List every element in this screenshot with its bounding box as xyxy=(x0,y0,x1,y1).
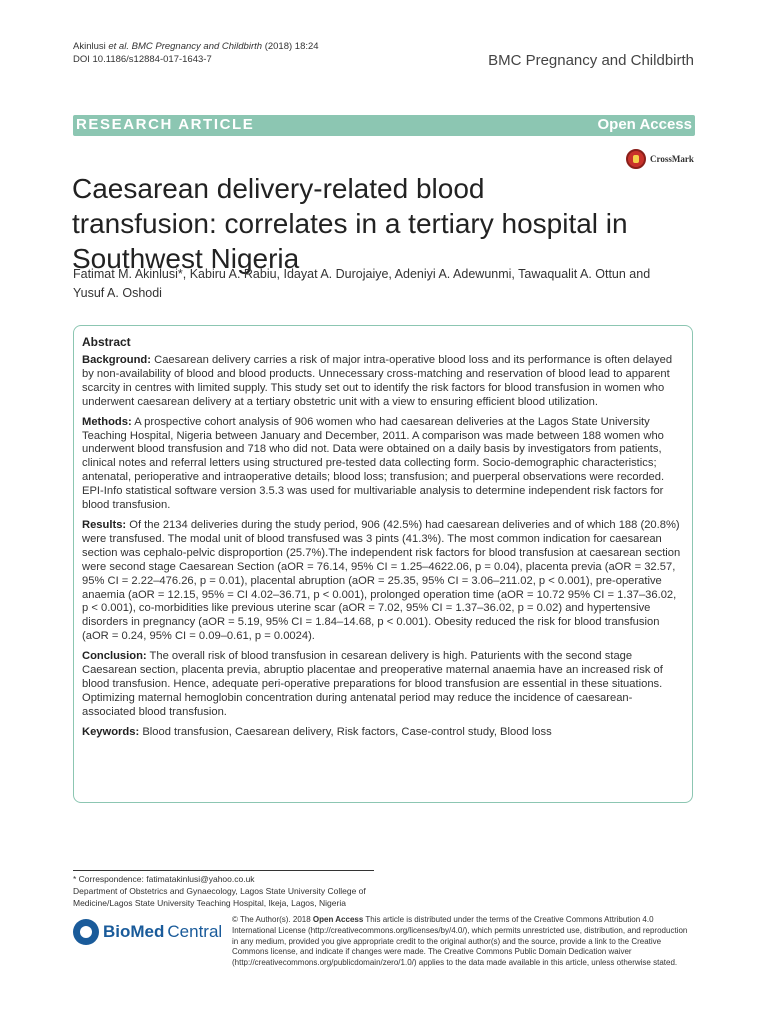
correspondence: * Correspondence: fatimatakinlusi@yahoo.co.uk xyxy=(73,874,255,884)
biomed-central-logo xyxy=(73,919,222,945)
abstract-methods xyxy=(82,416,684,513)
abstract-box xyxy=(73,325,693,803)
open-access-label: Open Access xyxy=(597,116,692,133)
author-list: Fatimat M. Akinlusi*, Kabiru A. Rabiu, Idayat A. Durojaiye, Adeniyi A. Adewunmi, Tawaqualit A. Ottun and Yusuf A. Oshodi xyxy=(73,267,651,300)
license-body: This article is distributed under the terms of the Creative Commons Attribution 4.0 International License (http://creativecommons.org/licenses/by/4.0/), which permits unrestricted use, distribution, and reproduction in any medium, provided you give appropriate credit to the original author(s) and the source, provide a link to the Creative Commons license, and indicate if changes were made. The Creative Commons Public Domain Dedication waiver (http://creativecommons.org/publicdomain/zero/1.0/) applies to the data made available in this article, unless otherwise stated. xyxy=(232,915,688,968)
background-text: Caesarean delivery carries a risk of major intra-operative blood loss and its performance is often delayed by non-availability of blood and blood products. Unnecessary cross-matching and reservation of blood lead to apparent scarcity in centres with limited supply. This study set out to identify the risk factors for blood transfusion in women who underwent caesarean delivery at a tertiary obstetric unit with a view to ensuring efficient blood utilization. xyxy=(82,354,673,408)
logo-central-text: Central xyxy=(167,922,223,941)
crossmark-label: CrossMark xyxy=(650,154,694,164)
methods-label: Methods: xyxy=(82,415,132,428)
footnote xyxy=(73,873,383,909)
biomed-central-icon xyxy=(73,919,99,945)
article-type-label: RESEARCH ARTICLE xyxy=(76,116,255,133)
background-label: Background: xyxy=(82,354,151,366)
results-text: Of the 2134 deliveries during the study period, 906 (42.5%) had caesarean deliveries and of which 188 (20.8%) were transfused. The modal unit of blood transfused was 3 pints (41.3%). The most common indication for caesarean section was cephalo-pelvic disproportion (25.7%).The independent risk factors for blood transfusion at caesarean section were second stage Caesarean Section (aOR = 76.14, 95% CI = 1.25–4622.06, p = 0.04), placenta previa (aOR = 32.57, 95% CI = 2.22–476.26, p = 0.01), placental abruption (aOR = 25.35, 95% CI = 3.06–211.02, p < 0.001), pre-operative anaemia (aOR = 12.15, 95% = CI 4.02–36.71, p < 0.001), prolonged operation time (aOR = 10.72 95% CI = 1.37–36.02, p < 0.001), co-morbidities like previous uterine scar (aOR = 7.02, 95% CI = 1.37–36.02, p = 0.02) and hypertensive disorders in pregnancy (aOR = 5.19, 95% CI = 1.84–14.68, p < 0.001). Obesity reduced the risk for blood transfusion (aOR = 0.24, 95% CI = 0.09–0.61, p = 0.0024). xyxy=(82,518,681,643)
methods-text: A prospective cohort analysis of 906 women who had caesarean deliveries at the Lagos State University Teaching Hospital, Nigeria between January and December, 2011. A comparison was made between 188 women who underwent blood transfusion and 718 who did not. Data were obtained on a daily basis by investigators from patients, clinical notes and referral letters using structured pre-tested data collecting form. Socio-demographic characteristics; antenatal, perioperative and intraoperative details; blood loss; transfusion; and puerperal observations were recorded. EPI-Info statistical software version 3.5.3 was used for multivariable analysis to determine independent risk factors for blood transfusion. xyxy=(82,415,665,512)
footnote-divider xyxy=(73,870,374,871)
affiliation: Department of Obstetrics and Gynaecology, Lagos State University College of Medicine/Lagos State University Teaching Hospital, Ikeja, Lagos, Nigeria xyxy=(73,886,366,908)
abstract-background xyxy=(82,354,684,410)
abstract-heading: Abstract xyxy=(82,335,131,349)
citation-author: Akinlusi xyxy=(73,41,109,52)
license-open-access: Open Access xyxy=(312,915,364,924)
logo-bm-text: BioMed xyxy=(103,922,165,941)
abstract-conclusion xyxy=(82,650,684,720)
license-text xyxy=(232,915,692,969)
citation-volume: (2018) 18:24 xyxy=(264,41,319,52)
abstract-keywords xyxy=(82,726,684,740)
results-label: Results: xyxy=(82,518,127,531)
article-title: Caesarean delivery-related blood transfusion: correlates in a tertiary hospital in Southwest Nigeria xyxy=(72,172,628,274)
keywords-text: Blood transfusion, Caesarean delivery, Risk factors, Case-control study, Blood loss xyxy=(142,725,552,738)
conclusion-text: The overall risk of blood transfusion in cesarean delivery is high. Paturients with the second stage Caesarean section, placenta previa, abruptio placentae and preoperative maternal anaemia have an increased risk of blood transfusion. Hence, adequate peri-operative preparations for blood transfusion are essential in these situations. Optimizing maternal hemoglobin concentration during antenatal period may reduce the incidence of caesarean-associated blood transfusion. xyxy=(82,650,663,718)
crossmark-badge[interactable] xyxy=(626,149,694,169)
citation-journal: et al. BMC Pregnancy and Childbirth xyxy=(108,41,263,52)
crossmark-icon xyxy=(626,149,646,169)
license-prefix: © The Author(s). 2018 xyxy=(232,915,313,924)
journal-name: BMC Pregnancy and Childbirth xyxy=(488,52,694,69)
article-type-banner xyxy=(73,115,695,136)
doi: DOI 10.1186/s12884-017-1643-7 xyxy=(73,54,212,65)
conclusion-label: Conclusion: xyxy=(82,650,147,663)
citation xyxy=(73,40,319,53)
keywords-label: Keywords: xyxy=(82,725,140,738)
running-header xyxy=(73,40,319,66)
abstract-results xyxy=(82,519,684,644)
